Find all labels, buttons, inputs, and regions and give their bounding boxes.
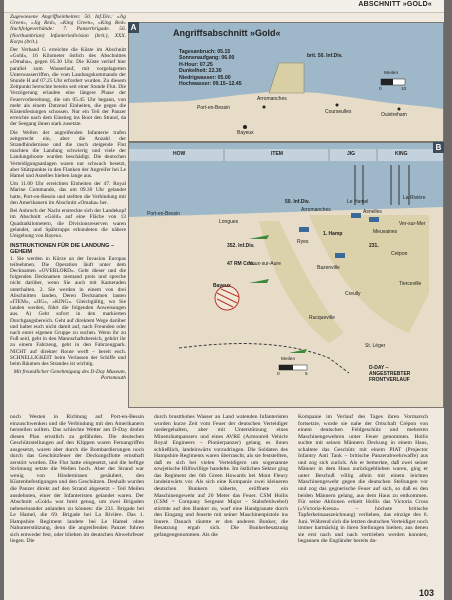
sidebar-text bbox=[10, 14, 126, 410]
column-1-text: noch Westen in Richtung auf Port-en-Bessin einzuschwenken und die Verbindung mit den Amerikanern herstellen sollten. Das schlechte Wetter am D-Day drohte diesen Plan ernstlich zu gefährden. Die deutschen Geschützstellungen auf den Klippen waren Fernangriffen ausgesetzt, waren aber durch die Bombardierungen noch durch das Geschützfeuer der Deckungsflotte ernsthaft zerstört worden. Die Flut hatte eingesetzt, und die heftige Strömung setzte die Wellen hoch. Aber der Strand war wenig von Hindernissen gesäubert, den Küstenbefestigungen und den Geschützen. Deshalb wurden die Panzer direkt auf den Strand abgesetzt – Teil Meilen ausdehnten, einer der Infanteristen gelandet waren. Der Abschnitt »Gold« war breit genug, um zwei Brigaden nebeneinander anlanden zu können: die 231. Brigade bei Le Hamel, die 69. Brigade bei La Rivière. Das 1. Hampshire Regiment landete bei Le Hamel ohne Nahunterstützung, denn die angreifenden Panzer fuhren sich entweder fest, oder blieben im deutschen Abwehrfeuer liegen. Die bbox=[10, 414, 144, 545]
unit-47-rm-cdo: 47 RM Cdo. bbox=[227, 261, 255, 267]
map-a bbox=[128, 22, 444, 142]
page-number: 103 bbox=[418, 588, 434, 598]
sidebar-paragraph-1: Der Verband G erreichte die Küste im Abschnitt »Gold«, 16 Kilometer östlich des Abschnittes »Omaha«, gegen 05.30 Uhr. Die Küste verlief hier parallel zum Wasserlauf, mit vorgelagerten Unterwasserriffen, die vom Landungskommando der Stunde H auf 07.25 Uhr erfordert wurden. Zu diesem Zeitpunkt herrschte bereits seit einer Stunde Flut. Die Verzögerung erlaubte eine längere Phase der Feuervorbereitung, die um 05.45 Uhr begann, von mehr als einem Dutzend Einheiten, die gegen die Küstenfestungen schossen. Nur ein Teil der Panzer erreichte nach dem Einstieg ins Boot den Strand, da der Seegang ihnen stark zusetzte. bbox=[10, 47, 126, 128]
map-a-arromanches-dot bbox=[263, 106, 266, 109]
map-b-caption bbox=[369, 365, 410, 383]
map-a-scale-label: Meilen bbox=[384, 71, 399, 76]
unit-1-hamp: 1. Hamp bbox=[323, 231, 343, 237]
map-a-graphic bbox=[129, 23, 443, 141]
place-ver-sur-mer: Ver-sur-Mer bbox=[399, 221, 426, 227]
map-a-place-port: Port-en-Bessin bbox=[197, 105, 231, 111]
map-b-scale-label: Meilen bbox=[281, 357, 296, 362]
place-port-en-bessin: Port-en-Bessin bbox=[147, 211, 181, 217]
map-a-scale-0: 0 bbox=[379, 87, 382, 92]
map-a-title: Angriffsabschnitt »Gold« bbox=[173, 28, 281, 38]
map-b bbox=[128, 142, 444, 408]
map-b-scale-fill bbox=[279, 365, 293, 370]
unit-50-inf-div: 50. Inf.Div. bbox=[285, 199, 310, 205]
map-a-place-courseulles: Courseulles bbox=[325, 109, 352, 115]
map-a-place-bayeux: Bayeux bbox=[237, 130, 254, 136]
map-a-scale-bar-fill bbox=[381, 79, 393, 85]
info-h-hour: H-Hour: 07.25 bbox=[179, 61, 213, 68]
instructions-text: 1. Sie werden in Kürze an der Invasion Europas teilnehmen. Die Operation läuft unter dem Decknamen »OVERLORD«. Geht dieser und die folgenden Decknamen niemand preis und spreche nicht darüber, wenn Sie auch mit Kameraden unterhalten. 2. Sie werden in einem von drei Abschnitten landen, Deren Decknamen lauten »ITEM«, »JIG«, »KING«. Gleichgültig, wo Sie landen werden, führt die folgenden Anweisungen aus. A) Geht sofort in den markierten Durchgangsbereich. Geht auf direktem Wege darüber und haltet euch nicht damit auf, nach Freunden oder nach eurer eigenen Gruppe zu suchen. Wenn ihr zu Fuß seid, geht in den Mannschaftsbereich, gehört ihr zu einem Fahrzeug, geht in den Fahrzeugpark. NICHT auf direkter Route werft – bereit euch. SCHNELLIGKEIT beim Verlassen der Schiffe und beim Räumen des Strandes ist wichtig. bbox=[10, 255, 126, 367]
info-sunrise: Sonnenaufgang: 06.00 bbox=[179, 55, 235, 62]
sidebar-intro: Zugewiesene Angriffseinheiten: 50. Inf.Div.: »Jig Green«, »Jig Red«, »King Green«, »King Red« Nachfolgeverbände: 7. Panzerbrigade. 56. (Northumbrian) Infanteriedivision (brit.), XXX. Korps (brit.). bbox=[10, 14, 126, 45]
column-3 bbox=[298, 414, 428, 586]
german-unit-1 bbox=[351, 213, 361, 218]
sector-jig: JIG bbox=[347, 151, 356, 157]
unit-231: 231. bbox=[369, 243, 379, 249]
column-2-text: durch brustthohes Wasser an Land watenden Infanteristen wurden kurze Zeit vom Feuer der deutschen Verteidiger niedergehalten, aber mit Unterstützung eines Minenräumpanzers und eines AVRE (Armoured Vehicle Royal Engineers – Pionierpanzer) gelang es ihnen schließlich, landeinwärts vorzudringen. Die Soldaten des Hampshire Regiments waren überrascht, als sie feststellten, daß es sich bei vielen Verteidigern um sogenannte sowjetische Hilfswillige handelte. Im östlichen Sektor ging das Regiment der 6th Green Howards bei Mont Fleury landeinwärts vor. Als sich eine Kompanie zwei kleineren deutschen Bunkern näherte, eröffnete ein Maschinengewehr auf 20 Meter das Feuer. CSM Hollis (CSM = Company Sergeant Major – Stabsfeldwebel) stürmte auf den Bunker zu, warf eine Handgranate durch den Eingang und feuerte mit seiner Maschinenpistole ins Innere. Danach räumte er den anderen Bunker, die Besatzung ergab sich. Die Bunkerbesatzung gefangengenommen. Als die bbox=[154, 414, 288, 538]
place-crepon: Crépon bbox=[391, 251, 408, 257]
place-st-leger: St. Léger bbox=[365, 343, 386, 349]
place-creully: Creully bbox=[345, 291, 361, 297]
page-header bbox=[4, 0, 444, 13]
instructions-credit: Mit freundlicher Genehmigung des D-Day Museum, Portsmouth bbox=[13, 369, 126, 382]
sector-item: ITEM bbox=[271, 151, 283, 157]
sidebar-paragraph-2: Die Wellen der angreifenden Infanterie trafen zeitgerecht ein, aber die Anzahl der Strandhindernisse und die rasch steigende Flut machten die Landung schwierig und viele der Landungsboote wurden beschädigt. Die deutschen Verteidigungsanlagen waren nur schwach besetzt, aber Stützpunkte in den Flanken der Angreifer bei Le Hamel und Asnelles hielten lange aus. bbox=[10, 129, 126, 180]
column-1 bbox=[10, 414, 144, 586]
place-arromanches: Arromanches bbox=[301, 207, 331, 213]
map-a-letter: A bbox=[128, 22, 139, 33]
instructions-title: INSTRUKTIONEN FÜR DIE LANDUNG – GEHEIM bbox=[10, 243, 115, 256]
map-a-ouistreham-dot bbox=[398, 108, 401, 111]
info-dawn: Tagesanbruch: 05.15 bbox=[179, 49, 231, 55]
info-high-tide: Hochwasser: 09.15–12.45 bbox=[179, 81, 242, 88]
map-a-place-arromanches: Arromanches bbox=[257, 96, 287, 102]
magazine-page bbox=[4, 0, 444, 600]
place-tierceville: Tierceville bbox=[399, 281, 422, 287]
map-a-scale-10: 10 bbox=[401, 87, 407, 92]
section-title: ABSCHNITT »GOLD« bbox=[358, 1, 432, 8]
german-unit-4 bbox=[299, 227, 309, 232]
place-bazenville: Bazenville bbox=[317, 265, 340, 271]
caption-line-3: FRONTVERLAUF bbox=[369, 377, 410, 383]
caption-line-2: ANGESTREBTER bbox=[369, 371, 411, 377]
place-longues: Longues bbox=[219, 219, 239, 225]
info-dark: Dunkelheit: 22.30 bbox=[179, 68, 222, 75]
article-body bbox=[10, 414, 434, 588]
place-meuvaines: Meuvaines bbox=[373, 229, 398, 235]
column-2 bbox=[154, 414, 288, 586]
place-bayeux: Bayeux bbox=[213, 283, 231, 289]
sector-king: KING bbox=[395, 151, 408, 157]
sector-how: HOW bbox=[173, 151, 186, 157]
map-a-bayeux-dot bbox=[243, 125, 247, 129]
sidebar-paragraph-3: Um 11.00 Uhr erreichten Einheiten der 47. Royal Marine Commando, das um 09.30 Uhr gelandet hatte, Port-en-Bessin und stellten die Verbindung mit den Amerikanern im Abschnitt »Omaha« her. bbox=[10, 181, 126, 206]
place-asnelles: Asnelles bbox=[363, 209, 382, 215]
info-low-tide: Niedrigwasser: 05.00 bbox=[179, 74, 231, 81]
place-vaux-sur-aure: Vaux-sur-Aure bbox=[249, 261, 281, 267]
sidebar-paragraph-4: Bei Anbruch der Nacht erstreckte sich der Landekopf im Abschnitt »Gold« auf eine Fläche von 13 Quadratkilometern, die Divisionsreserven waren gelandet, und Spähtrupps erkundeten die nähere Umgebung von Bayeux. bbox=[10, 208, 126, 239]
german-unit-3 bbox=[335, 253, 345, 258]
place-ryes: Ryes bbox=[297, 239, 309, 245]
map-b-scale-5: 5 bbox=[305, 372, 308, 377]
map-b-scale-0: 0 bbox=[277, 372, 280, 377]
place-le-hamel: Le Hamel bbox=[347, 199, 369, 205]
map-a-courseulles-dot bbox=[336, 104, 339, 107]
map-a-info bbox=[179, 49, 242, 87]
unit-352-inf-div: 352. Inf.Div. bbox=[227, 243, 255, 249]
map-a-legend-label: brit. 50. Inf.Div. bbox=[307, 53, 343, 59]
column-3-text: Kompanie im Verlauf des Tages ihren Vormarsch fortsetzte, wurde sie nahe der Ortschaft Crépon von einem deutschen Feldgeschütz und mehreren Maschinengewehren unter Feuer genommen. Hollis suchte mit seinen Männern Deckung in einem Haus, schaltete das Geschütz mit einem PIAT (Projector Infantry Anti Tank – britische Panzerabwehrwaffe) aus und zog sich zurück. Als er bemerkte, daß zwei seiner Männer in dem Haus zurückgeblieben waren, ging er unter Beschuß völlig allein mit einem leichten Maschinengewehr gegen die deutschen Stellungen vor und zog das gegnerische Feuer auf sich, so daß es den beiden Männern gelang, aus dem Haus zu entkommen. Für seine Aktionen erhielt Hollis das Victoria Cross (»Victoria-Kreuz« – höchste britische Tapferkeitsauszeichnung) verliehen, das einzige des 6. Juni. Während sich die letzten deutschen Verteidiger noch immer hartnäckig in ihren Stellungen hielten, aus denen sie erst nach und nach vertrieben werden konnten, begannen die Engländer bereits da- bbox=[298, 414, 428, 545]
place-la-riviere: La Rivière bbox=[403, 195, 426, 201]
place-rucqueville: Rucqueville bbox=[309, 315, 335, 321]
map-a-place-ouistreham: Ouistreham bbox=[381, 112, 407, 118]
german-unit-2 bbox=[369, 217, 379, 222]
caption-line-1: D-DAY – bbox=[369, 365, 389, 371]
map-b-letter: B bbox=[433, 142, 444, 153]
